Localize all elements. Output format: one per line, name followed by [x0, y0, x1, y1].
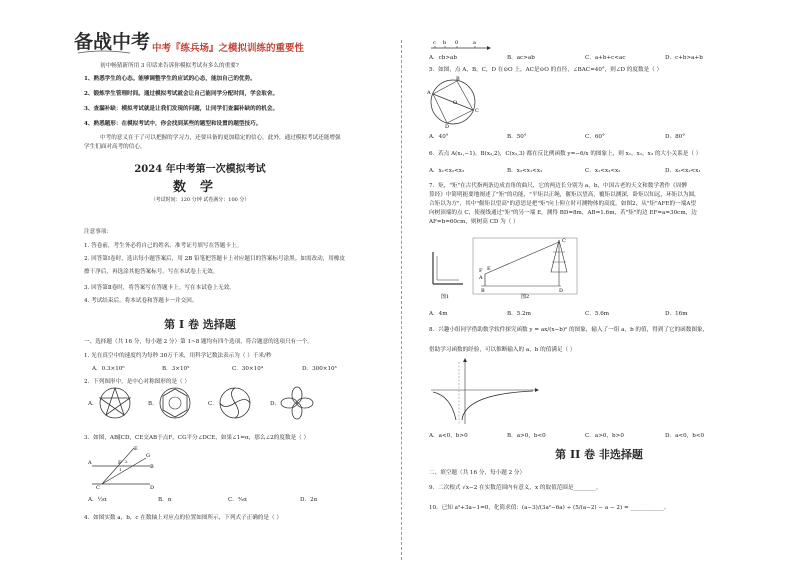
q7-option: A．4m: [429, 311, 448, 317]
q1-stem: 1. 光在真空中的速度约为每秒 30万千米，用科学记数法表示为（ ）千米/秒: [84, 353, 272, 359]
q2-figure-c: [218, 386, 252, 420]
q8-line: 借助学习函数的经验，可以推断输入的 a，b 的值满足（ ）: [429, 347, 576, 353]
q6-stem: 6．若点 A(x₁,−1)，B(x₂,2)，C(x₃,3) 都在反比例函数 y=−6/x 的图象上，则 x₁，x₂，x₃ 的大小关系是（ ）: [429, 151, 702, 157]
q2-option: C．: [208, 401, 218, 407]
q7-figure: [429, 232, 589, 302]
svg-text:B: B: [150, 464, 154, 470]
q4-option: D．c+b>a+b: [665, 55, 703, 61]
q2-option: D．: [270, 401, 281, 407]
q4-number-line: [431, 38, 491, 52]
exam-subject: 数学: [172, 180, 227, 195]
q8-option: D．a<0，b<0: [665, 433, 705, 439]
q4-option: B．ac>ab: [507, 55, 535, 61]
q3-option: A．½α: [88, 497, 107, 503]
q5-option: A．40°: [429, 134, 449, 140]
svg-text:C: C: [475, 108, 479, 114]
q6-option: C．x₁<x₃<x₂: [585, 168, 621, 174]
intro-line: 初中畅猜新所用 3 印话来告诉你模拟考试有多么的重要?: [100, 63, 239, 69]
intro-line: 4、熟悉题形：在模拟考试中，你会找到某些的题型和设置的题型技巧。: [84, 121, 262, 127]
q6-option: A．x₁<x₂<x₃: [429, 168, 465, 174]
section1-instruction: 一、选择题（共 16 分，每小题 2 分）第 1~8 题均有四个选项，符合题意的选项只有一个。: [84, 339, 313, 345]
q8-option: A．a<0，b>0: [429, 433, 468, 439]
left-column: [0, 0, 385, 562]
svg-text:图2: 图2: [521, 294, 530, 300]
q8-option: C．a>0，b>0: [585, 433, 624, 439]
svg-text:a: a: [473, 40, 476, 46]
q4-option: C．a+b+c<ac: [585, 55, 626, 61]
q2-option: A．: [88, 401, 98, 407]
svg-text:A: A: [427, 90, 431, 96]
svg-text:B: B: [481, 288, 485, 294]
q2-option: B．: [148, 401, 158, 407]
svg-text:O: O: [453, 100, 458, 106]
note-item: 4. 考试结束后，将本试卷和答题卡一并交回。: [84, 298, 198, 304]
logo-text: 备战中考: [74, 31, 151, 53]
q7-option: D．16m: [665, 311, 688, 317]
q7-line: 向树顶端的点 C，使视线通过"矩"的另一端 E，测得 BD=8m，AB=1.6m，若"矩"的边 EF=a=30cm，边: [429, 210, 697, 216]
note-item: 1. 答卷前，考生务必将自己的姓名、准考证号填写在答题卡上。: [84, 243, 243, 249]
svg-text:D: D: [150, 485, 155, 491]
svg-text:G: G: [146, 453, 150, 459]
q3-option: C．³⁄₂α: [228, 497, 248, 503]
q3-stem: 3．如图，AB∥CD，CE交AB于点F，CG平分∠DCE，如果∠1=α，那么∠2的度数是（ ）: [84, 435, 310, 441]
q1-option: C．30×10⁴: [232, 366, 264, 372]
q3-option: B．α: [158, 497, 172, 503]
intro-line: 1、熟悉学生的心态。能够调整学生的应试的心态，能加自己的优势。: [84, 76, 256, 82]
column-divider: [401, 40, 402, 560]
svg-text:2: 2: [125, 459, 128, 464]
note-item: 2. 回答第Ⅰ卷时，选出每小题答案后，用 2B 铅笔把答题卡上对应题目的答案标号涂黑。如需改动，用橡皮: [84, 256, 346, 262]
q2-figure-a: [98, 386, 132, 420]
fill-heading: 二、填空题（共 16 分，每小题 2 分）: [429, 470, 526, 476]
q6-option: D．x₃<x₂<x₁: [665, 168, 701, 174]
svg-text:1: 1: [119, 467, 122, 472]
svg-text:C: C: [562, 238, 566, 244]
section1-title: 第 I 卷 选择题: [164, 318, 236, 331]
svg-text:F: F: [479, 268, 483, 274]
section2-title: 第 II 卷 非选择题: [555, 448, 643, 461]
q2-figure-b: [158, 386, 192, 420]
q10: 10．已知 a²+3a−1=0，化简求值：(a−3)/(3a²−6a) ÷ (5/(a−2) − a − 2) = ____________。: [429, 505, 670, 511]
q9: 9．二次根式 √x−2 在实数范围内有意义，x 的取值范围是________。: [429, 485, 602, 491]
svg-text:D: D: [445, 124, 450, 130]
q5-option: D．80°: [665, 134, 685, 140]
intro-line: 学生们面对高考的信心。: [84, 144, 146, 150]
svg-text:D: D: [559, 288, 564, 294]
q5-option: C．60°: [585, 134, 605, 140]
svg-text:E: E: [487, 266, 491, 272]
q2-stem: 2．下列图形中，是中心对称图形的是（ ）: [84, 379, 191, 385]
svg-text:图1: 图1: [441, 294, 450, 300]
svg-text:B: B: [456, 76, 460, 82]
svg-text:C: C: [96, 485, 100, 491]
svg-text:b: b: [443, 40, 447, 46]
svg-text:A: A: [479, 275, 483, 281]
svg-text:E: E: [134, 446, 138, 452]
q3-figure: [88, 444, 158, 490]
q7-line: 合矩以为方"，其中"偃矩以望高"的意思是把"矩"向上仰立时可测物体的高度。如图2，从"矩"AFE的一端A望: [429, 201, 696, 207]
q2-figure-d: [280, 386, 314, 420]
q7-option: B．5.2m: [507, 311, 531, 317]
q8-graph: [429, 358, 539, 426]
svg-text:c: c: [433, 40, 436, 46]
notes-heading: 注意事项：: [84, 229, 112, 235]
svg-text:A: A: [88, 460, 92, 466]
q4-stem: 4．如图实数 a，b，c 在数轴上对应点的位置如图所示，下列式子正确的是（ ）: [84, 515, 282, 521]
q5-figure: [427, 76, 483, 128]
intro-line: 中考的意义在于了可以把握的学习力，还要具备的更加稳定的信心。此外，通过模拟考试还能增强: [100, 135, 341, 141]
q5-stem: 5．如图，点 A，B，C，D 在⊙O 上，AC是⊙O 的直径，∠BAC=40°，则∠D 的度数是（ ）: [429, 67, 663, 73]
q5-option: B．50°: [507, 134, 527, 140]
banner-title: 中考『练兵场』之模拟训练的重要性: [152, 43, 305, 54]
q7-line: 7．矩，"矩"在古代指两条边成直角的曲尺，它的两边长分别为 a，b，中国古老的天文和数学著作《周髀: [429, 183, 687, 189]
q7-line: AF=b=60cm，则树高 CD 为（ ）: [429, 219, 519, 225]
q7-option: C．5.6m: [585, 311, 610, 317]
exam-meta: （考试时间：120 分钟 试卷满分：100 分）: [150, 197, 250, 203]
q1-option: D．300×10³: [302, 366, 337, 372]
brand-logo: [72, 28, 152, 56]
note-item: 3. 回答第Ⅱ卷时，将答案写在答题卡上。写在本试卷上无效。: [84, 285, 235, 291]
q7-line: 算经》中简明扼要地阐述了"矩"的功能，"平矩以正绳，偃矩以望高，覆矩以测深，卧矩以知远，环矩以为圆，: [429, 192, 700, 198]
q8-option: B．a>0，b<0: [507, 433, 546, 439]
q1-option: A．0.3×10⁶: [92, 366, 125, 372]
q4-option: A．cb>ab: [429, 55, 457, 61]
right-column: [409, 0, 794, 562]
intro-line: 3、查漏补缺：模拟考试就是让我们发现的问题，让同学们查漏补缺的的机会。: [84, 106, 279, 112]
svg-text:0: 0: [455, 40, 459, 46]
note-item: 擦干净后，再选涂其他答案标号。写在本试卷上无效。: [84, 269, 219, 275]
q1-option: B．3×10⁵: [162, 366, 190, 372]
svg-text:F: F: [118, 460, 122, 466]
q6-option: B．x₂<x₁<x₃: [507, 168, 543, 174]
q3-option: D．2α: [300, 497, 318, 503]
intro-line: 2、锻炼学生管理时间。通过模拟考试就会让自己能同学分配时间，学会取舍。: [84, 91, 279, 97]
q8-line: 8．兴趣小组同学借助数学软件探究函数 y = ax/(x−b)² 的图象，输入了一组 a，b 的值，得到了它的函数图象，: [429, 327, 709, 333]
exam-title: 2024 年中考第一次模拟考试: [134, 164, 266, 175]
